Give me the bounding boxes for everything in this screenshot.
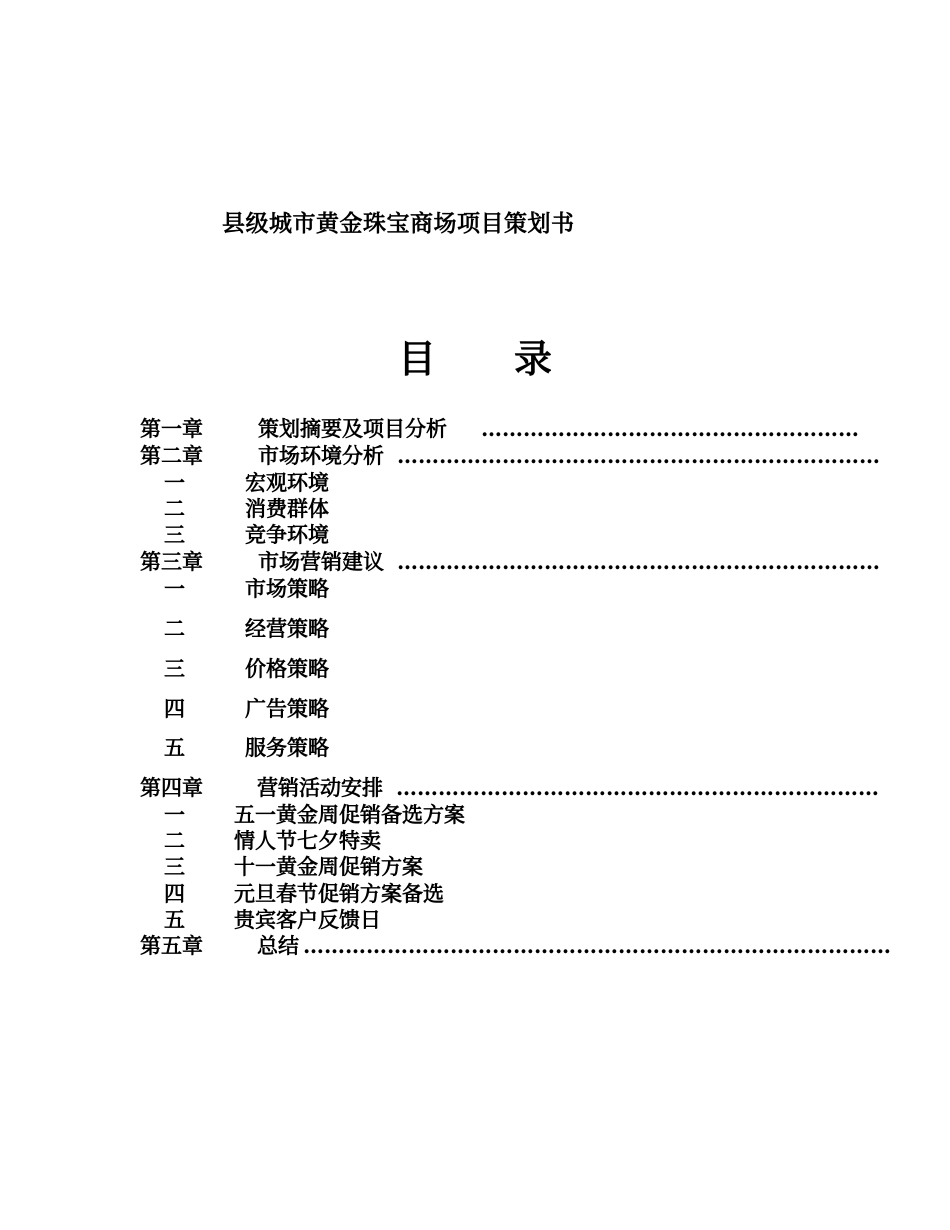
toc-chapter-1[interactable] [140,416,859,442]
toc-item[interactable] [164,802,664,828]
toc-item[interactable] [164,735,564,761]
chapter-title: 营销活动安排 [257,775,383,800]
item-number: 二 [164,496,185,521]
toc-item[interactable] [164,656,564,682]
item-title: 市场策略 [245,576,329,601]
item-number: 三 [164,854,185,879]
item-number: 五 [164,735,185,760]
item-title: 元旦春节促销方案备选 [234,881,444,906]
item-number: 一 [164,470,185,495]
item-title: 广告策略 [245,696,329,721]
item-number: 四 [164,881,185,906]
item-number: 二 [164,828,185,853]
toc-item[interactable] [164,576,564,602]
item-number: 四 [164,696,185,721]
toc-item[interactable] [164,907,664,933]
toc-chapter-3[interactable] [140,549,880,575]
chapter-label: 第五章 [140,933,203,958]
dot-leader: …………………………………………………………… [397,443,880,468]
toc-chapter-5[interactable] [140,933,891,959]
toc-item[interactable] [164,616,564,642]
dot-leader: ……………………………………………… [481,416,859,441]
dot-leader: ………………………………………………………………………… [303,933,891,958]
toc-item[interactable] [164,496,564,522]
chapter-label: 第三章 [140,549,203,574]
toc-item[interactable] [164,854,664,880]
item-title: 服务策略 [245,735,329,760]
item-title: 十一黄金周促销方案 [234,854,423,879]
item-title: 消费群体 [245,496,329,521]
chapter-title: 市场营销建议 [258,549,384,574]
item-title: 宏观环境 [245,470,329,495]
toc-item[interactable] [164,522,564,548]
chapter-title: 策划摘要及项目分析 [258,416,447,441]
item-title: 价格策略 [245,656,329,681]
item-number: 三 [164,522,185,547]
toc-item[interactable] [164,828,664,854]
toc-item[interactable] [164,696,564,722]
chapter-label: 第二章 [140,443,203,468]
item-number: 一 [164,802,185,827]
dot-leader: …………………………………………………………… [396,775,879,800]
toc-heading-right: 录 [514,336,553,381]
dot-leader: …………………………………………………………… [397,549,880,574]
toc-item[interactable] [164,470,564,496]
document-title: 县级城市黄金珠宝商场项目策划书 [222,210,575,237]
chapter-label: 第四章 [140,775,203,800]
item-title: 竞争环境 [245,522,329,547]
chapter-title: 市场环境分析 [258,443,384,468]
item-title: 五一黄金周促销备选方案 [234,802,465,827]
toc-item[interactable] [164,881,664,907]
item-number: 五 [164,907,185,932]
toc-heading-left: 目 [397,336,436,381]
item-title: 情人节七夕特卖 [234,828,381,853]
item-title: 经营策略 [245,616,329,641]
toc-chapter-2[interactable] [140,443,880,469]
item-number: 三 [164,656,185,681]
chapter-label: 第一章 [140,416,203,441]
item-number: 二 [164,616,185,641]
toc-chapter-4[interactable] [140,775,879,801]
item-number: 一 [164,576,185,601]
toc-heading [0,328,950,383]
item-title: 贵宾客户反馈日 [234,907,381,932]
chapter-title: 总结 [257,933,299,958]
